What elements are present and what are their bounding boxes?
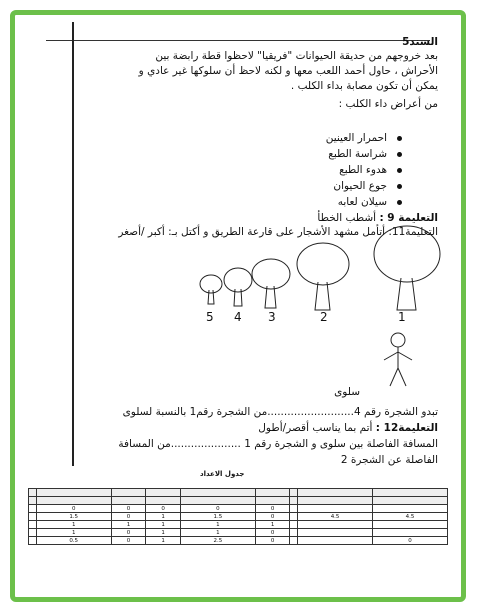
tree-number-2: 2: [320, 310, 328, 324]
symptoms-intro: من أعراض داء الكلب :: [338, 98, 438, 110]
symptoms-list: [242, 130, 402, 210]
table-row: 0 1 1 0 1: [29, 529, 448, 537]
table-row: 0 0 0 0 0: [29, 505, 448, 513]
table-header-row: [29, 489, 448, 497]
results-table: [28, 488, 448, 545]
table-header-row: [29, 497, 448, 505]
task12-line: [84, 422, 438, 435]
symptom-item: شراسة الطبع: [242, 146, 402, 162]
symptom-item: جوع الحيوان: [242, 178, 402, 194]
bullet-dot: [397, 200, 402, 205]
answer-line-b: المسافة الفاصلة بين سلوى و الشجرة رقم 1 .....................من المسافة: [118, 438, 438, 450]
section-heading: السند5: [402, 36, 438, 48]
table-row: 0 0 2.5 1 0 0.5: [29, 537, 448, 545]
table-row: 4.5 4.5 0 1.5 1 0 1.5: [29, 513, 448, 521]
paragraph-line-3: يمكن أن تكون مصابة بداء الكلب .: [290, 80, 438, 92]
task12-label: التعليمة12 :: [375, 422, 438, 434]
tree-number-4: 4: [234, 310, 242, 324]
bullet-dot: [397, 184, 402, 189]
answer-line-c: الفاصلة عن الشجرة 2: [340, 454, 438, 466]
tree-2-illustration: [292, 238, 354, 312]
paragraph-line-1: بعد خروجهم من حديقة الحيوانات "فريقيا" لاحظوا قطة رابضة بين: [155, 50, 438, 62]
tree-number-5: 5: [206, 310, 214, 324]
bullet-dot: [397, 168, 402, 173]
paragraph-line-2: الأحراش ، حاول أحمد اللعب معها و لكنه لاحظ أن سلوكها غير عادي و: [138, 65, 438, 77]
tree-number-1: 1: [398, 310, 406, 324]
task11-text: التعليمة11: أتأمل مشهد الأشجار على قارعة الطريق و أكتل بـ: أكبر /أصغر: [118, 226, 438, 238]
bullet-dot: [397, 152, 402, 157]
margin-line: [72, 22, 74, 466]
person-label: سلوى: [334, 386, 360, 398]
task9-label: التعليمة 9 :: [379, 212, 438, 224]
bullet-dot: [397, 136, 402, 141]
tree-number-3: 3: [268, 310, 276, 324]
symptom-item: هدوء الطبع: [242, 162, 402, 178]
tree-1-illustration: [370, 222, 444, 312]
tree-3-illustration: [248, 254, 294, 310]
table-row: 1 1 1 1 1: [29, 521, 448, 529]
symptom-item: سيلان لعابه: [242, 194, 402, 210]
table-title: جدول الاعداد: [200, 470, 245, 478]
girl-figure-illustration: [378, 330, 418, 390]
task12-text: أتم بما يناسب أقصر/أطول: [258, 422, 373, 434]
task9-text: أشطب الخطأ: [317, 212, 377, 224]
answer-line-a: تبدو الشجرة رقم 4..........................من الشجرة رقم1 بالنسبة لسلوى: [122, 406, 438, 418]
symptom-item: احمرار العينين: [242, 130, 402, 146]
